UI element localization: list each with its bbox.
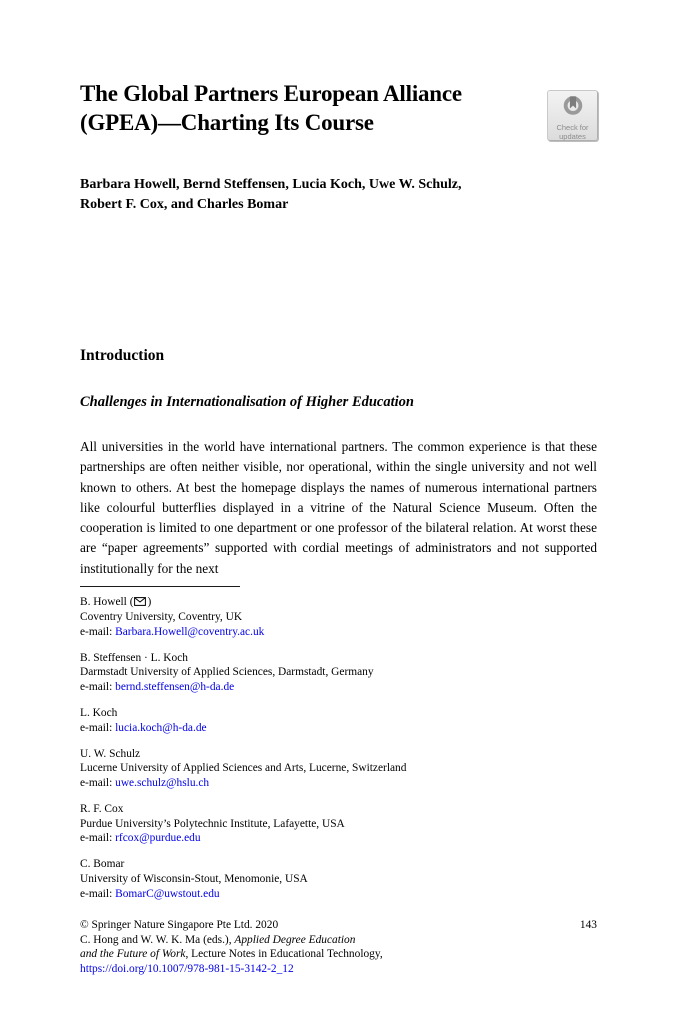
email-label: e-mail: [80,832,113,845]
authors-line1: Barbara Howell, Bernd Steffensen, Lucia Koch, Uwe W. Schulz, [80,177,462,192]
corresponding-author-mark [130,596,152,608]
footnote-bomar [80,857,597,901]
chapter-title-line1: The Global Partners European Alliance [80,81,462,106]
footnote-steffensen-koch [80,651,597,695]
email-link[interactable]: bernd.steffensen@h-da.de [115,680,235,693]
email-link[interactable]: BomarC@uwstout.edu [115,887,220,900]
footnote-name: L. Koch [80,707,118,720]
page-number: 143 [579,919,597,931]
footnote-name: C. Bomar [80,858,125,871]
footnote-email-line [80,776,597,791]
email-label: e-mail: [80,625,113,638]
footnote-name: B. Steffensen · L. Koch [80,651,188,664]
copyright-row [80,918,597,933]
email-label: e-mail: [80,776,113,789]
footnote-affiliation: University of Wisconsin-Stout, Menomonie, USA [80,872,308,885]
citation-line3 [80,962,597,977]
footnote-affiliation: Lucerne University of Applied Sciences and Arts, Lucerne, Switzerland [80,762,407,775]
doi-link[interactable]: https://doi.org/10.1007/978-981-15-3142-2_12 [80,963,294,976]
footnote-name [80,595,597,610]
email-link[interactable]: Barbara.Howell@coventry.ac.uk [115,625,265,638]
email-link[interactable]: lucia.koch@h-da.de [115,721,207,734]
email-label: e-mail: [80,680,113,693]
badge-label [556,124,588,141]
footnote-schulz [80,747,597,791]
chapter-title [80,79,550,137]
book-title-part2: and the Future of Work [80,948,186,961]
check-for-updates-badge[interactable] [547,90,598,141]
footnote-name: R. F. Cox [80,803,124,816]
footnote-divider [80,586,240,587]
footnote-email-line [80,721,597,736]
footnote-email-line [80,887,597,902]
book-title-part1: Applied Degree Education [234,933,356,946]
body-paragraph: All universities in the world have international partners. The common experience is that these partnerships are often neither visible, nor operational, within the single university and not well known to others. At best the homepage displays the names of numerous international partners like colourful butterflies displayed in a vitrine of the Natural Science Museum. Often the cooperation is limited to one department or one professor of the bilateral relation. At worst these are “paper agreements” supported with cordial meetings of administrators and not supported institutionally for the next [80,439,597,576]
subsection-heading-challenges: Challenges in Internationalisation of Higher Education [80,394,414,410]
author-footnotes [80,595,597,913]
paren-open: ( [129,596,134,608]
footnote-howell [80,595,597,639]
footnote-affiliation: Darmstadt University of Applied Sciences, Darmstadt, Germany [80,666,374,679]
editors-text: C. Hong and W. W. K. Ma (eds.), [80,933,235,946]
crossmark-icon [562,95,584,122]
footnote-name: U. W. Schulz [80,747,141,760]
paren-close: ) [147,596,152,608]
section-heading-introduction: Introduction [80,347,165,364]
citation-line1 [80,933,597,948]
authors-line2: Robert F. Cox, and Charles Bomar [80,196,289,212]
footnote-affiliation: Coventry University, Coventry, UK [80,611,243,624]
copyright-text: © Springer Nature Singapore Pte Ltd. 2020 [80,919,279,931]
envelope-icon [134,596,146,611]
imprint-footer [80,918,597,977]
footnote-cox [80,802,597,846]
footnote-email-line [80,831,597,846]
email-label: e-mail: [80,887,113,900]
email-label: e-mail: [80,721,113,734]
email-link[interactable]: rfcox@purdue.edu [115,832,201,845]
footnote-koch [80,706,597,735]
footnote-email-line [80,625,597,640]
badge-label-line2: updates [559,131,586,141]
badge-label-line1: Check for [556,123,589,132]
citation-line2 [80,947,597,962]
series-text: , Lecture Notes in Educational Technology, [185,948,383,961]
footnote-name-text: B. Howell [80,596,127,608]
authors [80,175,550,214]
footnote-email-line [80,680,597,695]
email-link[interactable]: uwe.schulz@hslu.ch [115,776,210,789]
footnote-affiliation: Purdue University’s Polytechnic Institute, Lafayette, USA [80,817,345,830]
chapter-title-line2: (GPEA)—Charting Its Course [80,110,374,135]
